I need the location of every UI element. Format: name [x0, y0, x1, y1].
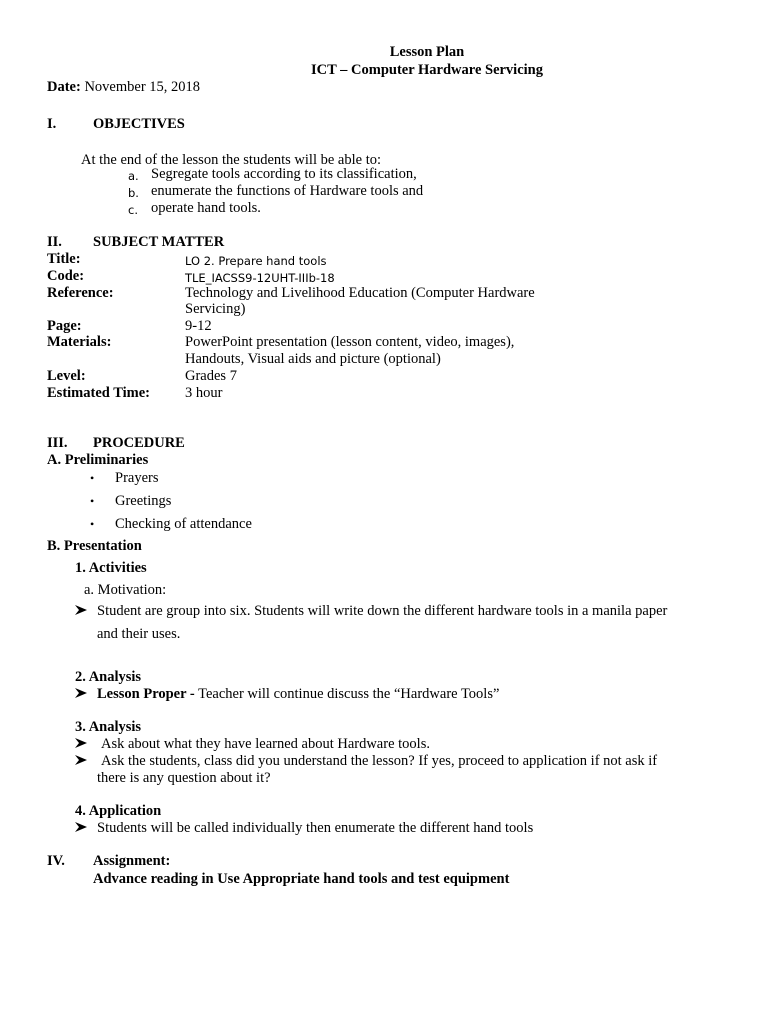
analysis-item: Ask about what they have learned about Hardware tools.: [101, 736, 430, 752]
field-label-page: Page:: [47, 318, 82, 334]
document-title: Lesson Plan: [389, 44, 465, 60]
lesson-proper-text: Teacher will continue discuss the “Hardware Tools”: [194, 686, 500, 702]
objective-item: Segregate tools according to its classification,: [151, 166, 417, 182]
field-value-materials-cont: Handouts, Visual aids and picture (optional): [185, 351, 441, 367]
arrow-bullet-icon: [74, 686, 88, 703]
field-label-materials: Materials:: [47, 334, 112, 350]
arrow-bullet-icon: [74, 736, 88, 753]
analysis-item-cont: there is any question about it?: [97, 770, 271, 786]
section-numeral-3: III.: [47, 435, 68, 451]
section-numeral-2: II.: [47, 234, 62, 250]
assignment-text: Advance reading in Use Appropriate hand tools and test equipment: [93, 871, 510, 887]
objective-item: enumerate the functions of Hardware tools and: [151, 183, 424, 199]
analysis-heading-2: 2. Analysis: [75, 669, 142, 685]
section-numeral-4: IV.: [47, 853, 65, 869]
bullet-icon: •: [90, 517, 95, 531]
preliminary-item: Greetings: [115, 493, 172, 509]
objective-marker: c.: [128, 203, 138, 217]
bullet-icon: •: [90, 471, 95, 485]
objectives-heading: OBJECTIVES: [93, 116, 185, 132]
field-label-title: Title:: [47, 251, 81, 267]
analysis-heading-3: 3. Analysis: [75, 719, 142, 735]
preliminary-item: Checking of attendance: [115, 516, 252, 532]
application-item: Students will be called individually then enumerate the different hand tools: [97, 820, 534, 836]
application-heading: 4. Application: [75, 803, 162, 819]
activity-description-cont: and their uses.: [97, 626, 181, 642]
arrow-bullet-icon: [74, 603, 88, 620]
field-value-level: Grades 7: [185, 368, 237, 384]
preliminaries-heading: A. Preliminaries: [47, 452, 149, 468]
field-value-estimated-time: 3 hour: [185, 385, 223, 401]
subject-matter-heading: SUBJECT MATTER: [93, 234, 225, 250]
field-value-title: LO 2. Prepare hand tools: [185, 254, 327, 268]
field-value-page: 9-12: [185, 318, 212, 334]
field-value-materials: PowerPoint presentation (lesson content, video, images),: [185, 334, 515, 350]
preliminary-item: Prayers: [115, 470, 159, 486]
objective-item: operate hand tools.: [151, 200, 261, 216]
field-label-estimated-time: Estimated Time:: [47, 385, 150, 401]
analysis-item: Ask the students, class did you understand the lesson? If yes, proceed to application if not ask if: [101, 753, 658, 769]
lesson-proper-label: Lesson Proper -: [97, 686, 195, 702]
assignment-heading: Assignment:: [93, 853, 171, 869]
lesson-proper-line: [97, 686, 499, 703]
section-numeral-1: I.: [47, 116, 57, 132]
date-value: November 15, 2018: [84, 79, 201, 95]
activity-description: Student are group into six. Students will write down the different hardware tools in a manila paper: [97, 603, 668, 619]
objective-marker: a.: [128, 169, 139, 183]
field-value-reference-cont: Servicing): [185, 301, 246, 317]
presentation-heading: B. Presentation: [47, 538, 142, 554]
activities-heading: 1. Activities: [75, 560, 147, 576]
objectives-intro: At the end of the lesson the students will be able to:: [81, 152, 382, 168]
field-label-reference: Reference:: [47, 285, 114, 301]
arrow-bullet-icon: [74, 753, 88, 770]
date-label: Date:: [47, 79, 81, 95]
motivation-label: a. Motivation:: [84, 582, 167, 598]
bullet-icon: •: [90, 494, 95, 508]
field-label-code: Code:: [47, 268, 85, 284]
objective-marker: b.: [128, 186, 139, 200]
arrow-bullet-icon: [74, 820, 88, 837]
field-value-reference: Technology and Livelihood Education (Computer Hardware: [185, 285, 535, 301]
procedure-heading: PROCEDURE: [93, 435, 185, 451]
field-value-code: TLE_IACSS9-12UHT-IIIb-18: [185, 271, 335, 285]
date-line: [47, 79, 200, 96]
field-label-level: Level:: [47, 368, 86, 384]
document-subtitle: ICT – Computer Hardware Servicing: [311, 62, 543, 78]
